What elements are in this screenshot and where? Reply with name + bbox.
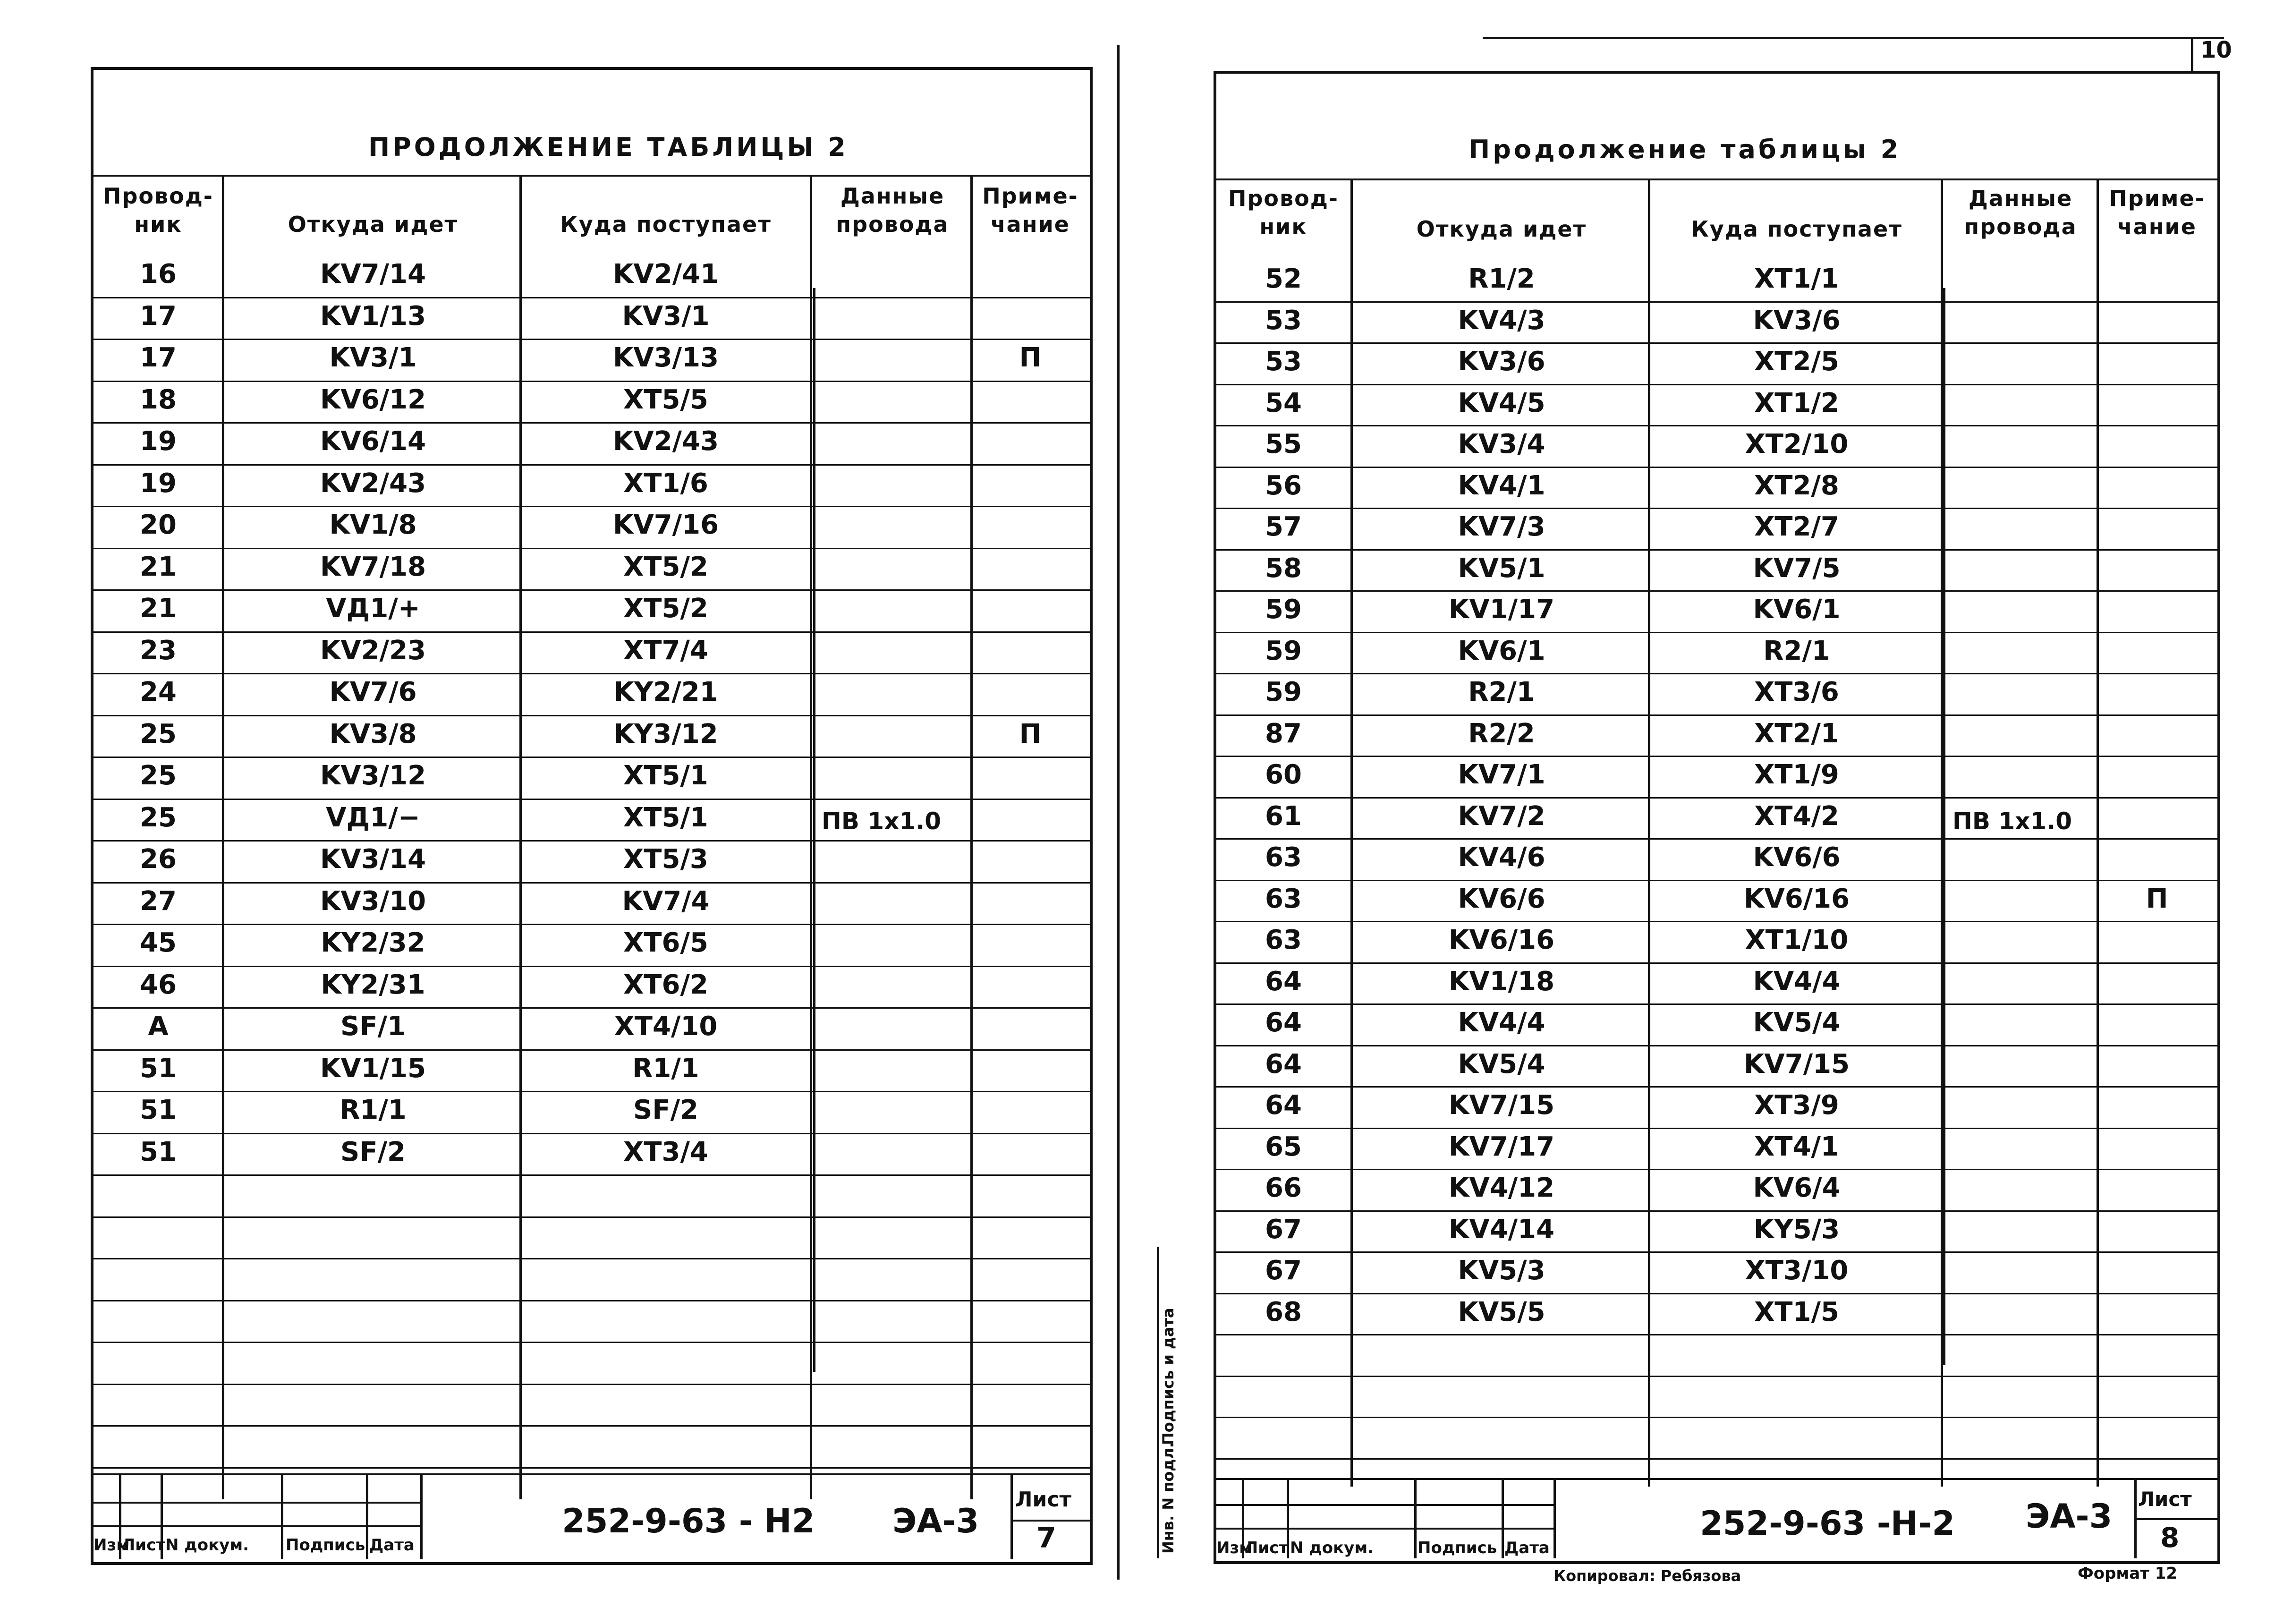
right-row-line (1214, 342, 2217, 344)
left-cell-to: R1/1 (632, 1053, 699, 1084)
right-wire-type: ПВ 1х1.0 (1952, 808, 2072, 835)
right-stamp-line (1414, 1478, 1417, 1558)
right-cell-to: KV6/16 (1743, 883, 1850, 914)
right-row-line (1214, 590, 2217, 592)
left-cell-conductor: 23 (140, 635, 177, 666)
left-cell-from: KV3/10 (320, 885, 426, 917)
left-cell-conductor: 51 (140, 1053, 177, 1084)
right-stamp-line (1502, 1478, 1504, 1558)
right-header-wire-data: Данные провода (1964, 186, 2077, 239)
left-cell-from: KV7/18 (320, 551, 426, 582)
left-cell-from: KV1/15 (320, 1053, 426, 1084)
right-cell-conductor: 63 (1265, 842, 1302, 873)
right-cell-conductor: 57 (1265, 511, 1302, 542)
right-cell-conductor: 54 (1265, 387, 1302, 418)
left-cell-from: KV3/14 (320, 844, 426, 875)
left-cell-from: VД1/+ (326, 593, 420, 624)
left-stamp-label: Подпись (286, 1536, 365, 1555)
right-row-line (1214, 1169, 2217, 1170)
left-row-line (91, 1342, 1090, 1343)
right-cell-conductor: 63 (1265, 925, 1302, 955)
right-cell-from: KV7/3 (1458, 511, 1545, 542)
right-row-line (1214, 838, 2217, 840)
left-row-line (91, 464, 1090, 466)
right-cell-conductor: 58 (1265, 553, 1302, 584)
right-doc-code: 252-9-63 -Н-2 (1700, 1504, 1955, 1543)
right-page-box-line (2191, 37, 2193, 75)
right-cell-from: KV5/3 (1458, 1255, 1545, 1286)
right-cell-conductor: 67 (1265, 1214, 1302, 1245)
left-sheet-number: 7 (1036, 1522, 1056, 1555)
right-cell-from: R1/2 (1468, 264, 1535, 294)
right-row-line (1214, 1045, 2217, 1046)
left-series: ЭА-3 (892, 1502, 979, 1540)
left-cell-from: KV3/12 (320, 760, 426, 791)
right-row-line (1214, 549, 2217, 551)
right-cell-from: KV6/1 (1458, 635, 1545, 666)
right-cell-to: KV6/1 (1753, 594, 1841, 625)
right-cell-conductor: 52 (1265, 264, 1302, 294)
right-cell-to: XT2/1 (1754, 718, 1839, 749)
right-cell-from: KV7/2 (1458, 800, 1545, 832)
left-row-line (91, 506, 1090, 507)
left-cell-conductor: 17 (140, 300, 177, 332)
left-cell-conductor: 24 (140, 677, 177, 707)
left-cell-from: KY2/31 (321, 969, 425, 1000)
left-cell-to: XT4/10 (614, 1011, 718, 1042)
right-cell-to: XT2/10 (1745, 429, 1849, 459)
right-cell-from: R2/2 (1468, 718, 1535, 749)
right-cell-to: XT1/9 (1754, 759, 1839, 790)
right-stamp-line (1553, 1478, 1556, 1558)
left-header-conductor: Провод-ник (103, 183, 213, 237)
left-row-line (91, 799, 1090, 800)
right-row-line (1214, 1334, 2217, 1335)
left-row-line (91, 589, 1090, 591)
right-col-line (2097, 179, 2099, 1487)
right-series: ЭА-3 (2026, 1497, 2113, 1536)
left-cell-conductor: 19 (140, 468, 177, 499)
right-row-line (1214, 508, 2217, 509)
right-cell-to: XT1/10 (1745, 925, 1849, 955)
left-row-line (91, 1174, 1090, 1176)
right-cell-to: XT3/6 (1754, 677, 1839, 707)
right-stamp-label: N докум. (1290, 1539, 1374, 1557)
right-cell-to: XT4/2 (1754, 800, 1839, 832)
right-header-to: Куда поступает (1691, 216, 1902, 242)
left-cell-conductor: 51 (140, 1095, 177, 1125)
left-cell-to: XT5/1 (623, 760, 708, 791)
right-cell-from: R2/1 (1468, 677, 1535, 707)
left-stamp-line (1010, 1473, 1013, 1559)
left-cell-from: KV7/14 (320, 259, 426, 289)
right-cell-to: KV7/5 (1753, 553, 1841, 584)
left-row-line (91, 966, 1090, 967)
right-cell-to: XT2/7 (1754, 511, 1839, 542)
left-row-line (91, 840, 1090, 842)
left-cell-conductor: 19 (140, 426, 177, 457)
right-brace (1943, 288, 1945, 1365)
right-row-line (1214, 1003, 2217, 1005)
left-row-line (91, 1091, 1090, 1092)
right-cell-to: XT1/1 (1754, 264, 1839, 294)
right-stamp-label: Подпись (1418, 1539, 1497, 1557)
right-row-line (1214, 425, 2217, 426)
right-row-line (1214, 1458, 2217, 1460)
left-cell-to: SF/2 (633, 1095, 698, 1125)
left-cell-to: KY3/12 (613, 718, 718, 749)
left-row-line (91, 548, 1090, 549)
left-row-line (91, 1258, 1090, 1259)
left-cell-from: VД1/− (326, 802, 420, 833)
right-cell-from: KV1/17 (1448, 594, 1555, 625)
left-cell-conductor: 20 (140, 510, 177, 540)
right-cell-conductor: 64 (1265, 966, 1302, 997)
right-cell-conductor: 60 (1265, 759, 1302, 790)
right-cell-from: KV4/5 (1458, 387, 1545, 418)
left-cell-from: KV6/14 (320, 426, 426, 457)
right-header-conductor: Провод-ник (1228, 186, 1339, 239)
left-stamp-label: N докум. (165, 1536, 249, 1555)
right-cell-from: KV5/1 (1458, 553, 1545, 584)
right-cell-from: KV4/4 (1458, 1007, 1545, 1038)
right-sheet-number: 8 (2160, 1522, 2180, 1554)
left-cell-to: XT6/5 (623, 927, 708, 958)
left-cell-to: XT5/1 (623, 802, 708, 833)
left-row-line (91, 1049, 1090, 1051)
left-header-note: Приме-чание (982, 183, 1078, 237)
left-cell-to: XT1/6 (623, 468, 708, 499)
left-title-divider (91, 175, 1090, 177)
copied-by: Копировал: Ребязова (1553, 1567, 1741, 1585)
right-cell-conductor: 63 (1265, 883, 1302, 914)
left-row-line (91, 757, 1090, 758)
right-cell-conductor: 53 (1265, 305, 1302, 336)
right-cell-conductor: 64 (1265, 1090, 1302, 1121)
left-row-line (91, 1300, 1090, 1301)
left-row-line (91, 1425, 1090, 1427)
right-cell-conductor: 67 (1265, 1255, 1302, 1286)
right-row-line (1214, 797, 2217, 799)
right-row-line (1214, 1293, 2217, 1294)
left-cell-to: XT6/2 (623, 969, 708, 1000)
right-cell-conductor: 53 (1265, 346, 1302, 377)
right-cell-conductor: 55 (1265, 429, 1302, 459)
right-cell-from: KV3/4 (1458, 429, 1545, 459)
left-row-line (91, 924, 1090, 925)
left-row-line (91, 1133, 1090, 1134)
right-cell-to: XT4/1 (1754, 1131, 1839, 1162)
right-row-line (1214, 301, 2217, 303)
left-row-line (91, 381, 1090, 382)
left-header-to: Куда поступает (560, 212, 772, 237)
right-row-line (1214, 1251, 2217, 1253)
left-cell-conductor: 51 (140, 1136, 177, 1167)
right-cell-from: KV1/18 (1448, 966, 1555, 997)
right-cell-from: KV5/4 (1458, 1048, 1545, 1080)
left-cell-from: KV1/13 (320, 300, 426, 332)
right-cell-to: KV3/6 (1753, 305, 1841, 336)
right-row-line (1214, 756, 2217, 757)
left-cell-to: XT5/3 (623, 844, 708, 875)
right-cell-from: KV6/6 (1458, 883, 1545, 914)
left-cell-conductor: 26 (140, 844, 177, 875)
left-row-line (91, 1467, 1090, 1469)
left-cell-from: KV3/8 (329, 718, 417, 749)
left-cell-to: KV2/43 (612, 426, 719, 457)
right-cell-from: KV3/6 (1458, 346, 1545, 377)
right-cell-to: KV7/15 (1743, 1048, 1850, 1080)
right-cell-from: KV7/1 (1458, 759, 1545, 790)
format-label: Формат 12 (2078, 1564, 2178, 1583)
left-cell-conductor: A (148, 1011, 169, 1042)
right-cell-to: XT1/5 (1754, 1296, 1839, 1327)
left-cell-from: SF/1 (340, 1011, 406, 1042)
left-stamp-top (91, 1473, 1090, 1475)
right-cell-to: KV6/6 (1753, 842, 1841, 873)
left-cell-to: XT5/2 (623, 593, 708, 624)
right-cell-to: XT2/5 (1754, 346, 1839, 377)
left-cell-to: XT3/4 (623, 1136, 708, 1167)
right-cell-to: KV6/4 (1753, 1173, 1841, 1203)
left-cell-from: SF/2 (340, 1136, 406, 1167)
right-col-line (1648, 179, 1650, 1487)
right-stamp-label: Изм (1216, 1539, 1253, 1557)
left-sheet-label: Лист (1015, 1488, 1071, 1512)
right-cell-to: KV5/4 (1753, 1007, 1841, 1038)
left-cell-to: XT5/2 (623, 551, 708, 582)
left-header-wire-data: Данные провода (836, 183, 949, 237)
left-cell-to: KV3/1 (622, 300, 710, 332)
right-cell-conductor: 56 (1265, 470, 1302, 501)
side-label-signature: Подпись и дата (1159, 1308, 1177, 1445)
right-sheet-label: Лист (2138, 1488, 2192, 1511)
left-wire-type: ПВ 1х1.0 (822, 808, 941, 835)
left-cell-note: П (1019, 718, 1042, 749)
left-row-line (91, 882, 1090, 884)
left-stamp-line (91, 1502, 420, 1504)
left-cell-note: П (1019, 342, 1042, 373)
left-cell-conductor: 45 (140, 927, 177, 958)
left-table-title: ПРОДОЛЖЕНИЕ ТАБЛИЦЫ 2 (368, 132, 849, 162)
right-col-line (1350, 179, 1353, 1487)
left-row-line (91, 715, 1090, 716)
left-cell-conductor: 46 (140, 969, 177, 1000)
left-cell-from: KV1/8 (329, 510, 417, 540)
left-stamp-line (420, 1473, 423, 1559)
left-stamp-label: Изм (93, 1536, 130, 1555)
right-cell-conductor: 66 (1265, 1173, 1302, 1203)
left-header-from: Откуда идет (288, 212, 458, 237)
left-brace (813, 288, 815, 1372)
right-cell-conductor: 59 (1265, 677, 1302, 707)
left-row-line (91, 297, 1090, 298)
right-cell-to: KY5/3 (1753, 1214, 1840, 1245)
left-cell-from: KV2/43 (320, 468, 426, 499)
right-stamp-label: Дата (1504, 1539, 1550, 1557)
left-cell-to: XT5/5 (623, 384, 708, 415)
right-row-line (1214, 921, 2217, 922)
left-cell-from: KV7/6 (329, 677, 417, 707)
left-stamp-line (281, 1473, 283, 1559)
right-cell-from: KV5/5 (1458, 1296, 1545, 1327)
right-cell-from: KV7/15 (1448, 1090, 1555, 1121)
left-cell-conductor: 21 (140, 551, 177, 582)
right-cell-to: KV4/4 (1753, 966, 1841, 997)
right-header-from: Откуда идет (1416, 216, 1587, 242)
left-stamp-line (91, 1525, 420, 1527)
right-cell-from: KV4/3 (1458, 305, 1545, 336)
left-row-line (91, 1216, 1090, 1218)
right-row-line (1214, 1376, 2217, 1377)
right-cell-conductor: 87 (1265, 718, 1302, 749)
right-stamp-line (2134, 1518, 2217, 1520)
left-cell-conductor: 25 (140, 802, 177, 833)
side-label-inventory: Инв. N подл. (1159, 1442, 1177, 1554)
right-row-line (1214, 1086, 2217, 1088)
left-cell-conductor: 25 (140, 718, 177, 749)
left-row-line (91, 1007, 1090, 1009)
left-cell-conductor: 18 (140, 384, 177, 415)
right-row-line (1214, 1210, 2217, 1212)
left-cell-from: KY2/32 (321, 927, 425, 958)
left-row-line (91, 339, 1090, 340)
left-cell-from: KV2/23 (320, 635, 426, 666)
left-row-line (91, 631, 1090, 633)
right-cell-note: П (2146, 883, 2168, 914)
right-row-line (1214, 384, 2217, 385)
left-stamp-line (366, 1473, 368, 1559)
right-cell-conductor: 68 (1265, 1296, 1302, 1327)
right-cell-conductor: 59 (1265, 635, 1302, 666)
right-row-line (1214, 467, 2217, 468)
right-cell-from: KV4/1 (1458, 470, 1545, 501)
right-row-line (1214, 962, 2217, 964)
right-cell-to: XT2/8 (1754, 470, 1839, 501)
left-cell-to: KY2/21 (613, 677, 718, 707)
left-row-line (91, 673, 1090, 674)
left-stamp-label: Дата (369, 1536, 415, 1555)
left-cell-from: KV3/1 (329, 342, 417, 373)
right-cell-to: XT3/9 (1754, 1090, 1839, 1121)
left-cell-from: KV6/12 (320, 384, 426, 415)
right-header-note: Приме-чание (2109, 186, 2205, 239)
left-cell-conductor: 21 (140, 593, 177, 624)
page-number: 10 (2200, 37, 2232, 63)
center-binding-line (1117, 45, 1120, 1580)
left-cell-to: KV3/13 (612, 342, 719, 373)
left-cell-conductor: 25 (140, 760, 177, 791)
right-row-line (1214, 880, 2217, 881)
left-cell-to: KV2/41 (612, 259, 719, 289)
right-cell-conductor: 61 (1265, 800, 1302, 832)
left-row-line (91, 422, 1090, 424)
left-cell-to: KV7/16 (612, 510, 719, 540)
right-cell-conductor: 59 (1265, 594, 1302, 625)
right-row-line (1214, 632, 2217, 633)
right-row-line (1214, 1417, 2217, 1418)
left-row-line (91, 1384, 1090, 1385)
right-cell-conductor: 64 (1265, 1007, 1302, 1038)
right-cell-from: KV4/6 (1458, 842, 1545, 873)
right-cell-conductor: 64 (1265, 1048, 1302, 1080)
right-title-divider (1214, 179, 2217, 180)
left-cell-conductor: 16 (140, 259, 177, 289)
right-cell-from: KV6/16 (1448, 925, 1555, 955)
left-cell-from: R1/1 (340, 1095, 407, 1125)
left-cell-conductor: 27 (140, 885, 177, 917)
right-row-line (1214, 673, 2217, 674)
right-row-line (1214, 714, 2217, 716)
right-top-line (1483, 37, 2224, 39)
right-cell-to: XT3/10 (1745, 1255, 1849, 1286)
right-stamp-top (1214, 1478, 2217, 1480)
right-cell-from: KV4/14 (1448, 1214, 1555, 1245)
right-stamp-label: Лист (1245, 1539, 1288, 1557)
left-cell-conductor: 17 (140, 342, 177, 373)
right-cell-from: KV4/12 (1448, 1173, 1555, 1203)
right-row-line (1214, 1128, 2217, 1129)
right-cell-from: KV7/17 (1448, 1131, 1555, 1162)
left-cell-to: XT7/4 (623, 635, 708, 666)
left-cell-to: KV7/4 (622, 885, 710, 917)
left-doc-code: 252-9-63 - Н2 (562, 1502, 815, 1540)
right-table-title: Продолжение таблицы 2 (1469, 135, 1902, 164)
right-cell-conductor: 65 (1265, 1131, 1302, 1162)
right-cell-to: XT1/2 (1754, 387, 1839, 418)
left-stamp-label: Лист (122, 1536, 165, 1555)
right-cell-to: R2/1 (1763, 635, 1830, 666)
